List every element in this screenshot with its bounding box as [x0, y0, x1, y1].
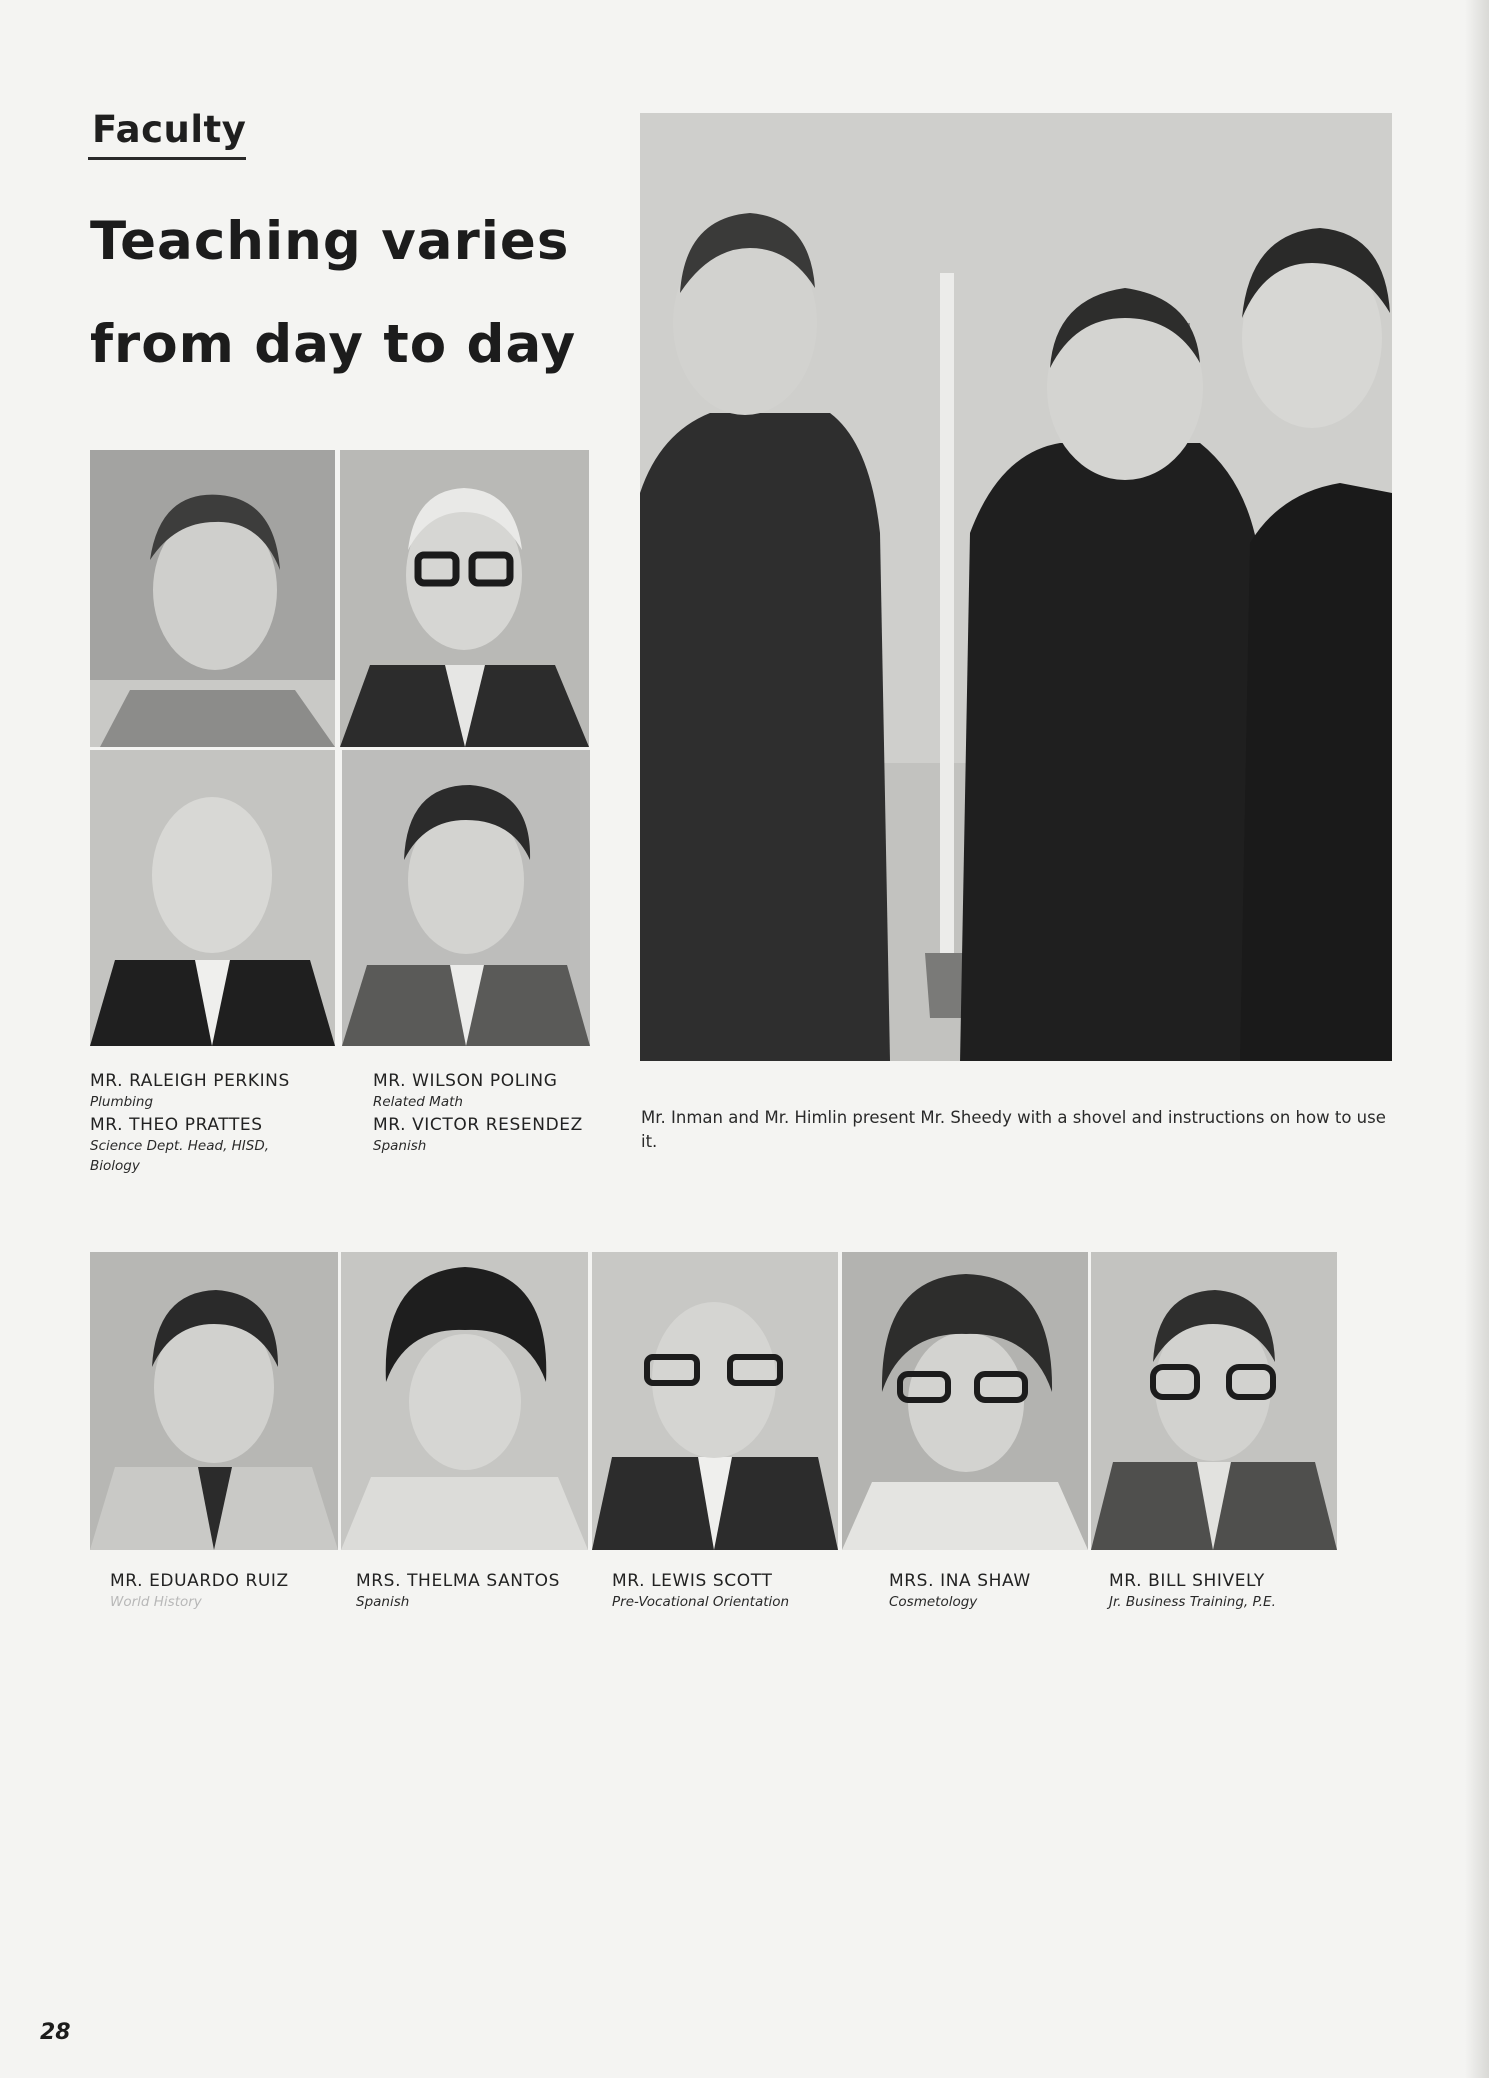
teacher-name: MR. EDUARDO RUIZ	[110, 1571, 289, 1591]
section-label: Faculty	[92, 108, 247, 151]
teacher-subject: World History	[110, 1594, 202, 1610]
teacher-name: MR. RALEIGH PERKINS	[90, 1071, 290, 1091]
teacher-subject: Jr. Business Training, P.E.	[1109, 1594, 1276, 1610]
headline-line-1: Teaching varies	[90, 211, 570, 272]
portrait-resendez	[342, 750, 590, 1046]
page-edge-shadow	[1465, 0, 1489, 2078]
portrait-ruiz	[90, 1252, 338, 1550]
caption-ruiz	[110, 1570, 289, 1612]
section-underline	[88, 157, 246, 160]
teacher-name: MR. LEWIS SCOTT	[612, 1571, 773, 1591]
page-number: 28	[40, 2020, 71, 2045]
portrait-poling	[340, 450, 589, 747]
headline-line-2: from day to day	[90, 314, 577, 375]
portrait-shaw	[842, 1252, 1088, 1550]
teacher-name: MR. VICTOR RESENDEZ	[373, 1115, 583, 1135]
teacher-subject: Spanish	[356, 1594, 410, 1610]
teacher-subject: Spanish	[373, 1138, 427, 1154]
caption-shively	[1109, 1570, 1276, 1612]
portrait-perkins	[90, 450, 335, 747]
teacher-subject: Plumbing	[90, 1094, 154, 1110]
caption-poling	[373, 1070, 557, 1112]
portrait-prattes	[90, 750, 335, 1046]
teacher-name: MRS. THELMA SANTOS	[356, 1571, 560, 1591]
portrait-shively	[1091, 1252, 1337, 1550]
teacher-subject: Science Dept. Head, HISD, Biology	[90, 1138, 270, 1174]
feature-photo-caption: Mr. Inman and Mr. Himlin present Mr. Sheedy with a shovel and instructions on how to use it.	[641, 1108, 1386, 1151]
caption-perkins	[90, 1070, 290, 1112]
teacher-subject: Pre-Vocational Orientation	[612, 1594, 790, 1610]
caption-prattes	[90, 1114, 320, 1176]
teacher-name: MR. WILSON POLING	[373, 1071, 558, 1091]
teacher-name: MRS. INA SHAW	[889, 1571, 1031, 1591]
teacher-name: MR. THEO PRATTES	[90, 1115, 263, 1135]
caption-shaw	[889, 1570, 1031, 1612]
portrait-santos	[341, 1252, 588, 1550]
caption-scott	[612, 1570, 789, 1612]
teacher-name: MR. BILL SHIVELY	[1109, 1571, 1265, 1591]
caption-resendez	[373, 1114, 583, 1156]
teacher-subject: Cosmetology	[889, 1594, 978, 1610]
caption-santos	[356, 1570, 560, 1612]
portrait-scott	[592, 1252, 838, 1550]
teacher-subject: Related Math	[373, 1094, 463, 1110]
feature-photo-shovel-presentation	[640, 113, 1392, 1061]
page-headline	[90, 190, 610, 396]
